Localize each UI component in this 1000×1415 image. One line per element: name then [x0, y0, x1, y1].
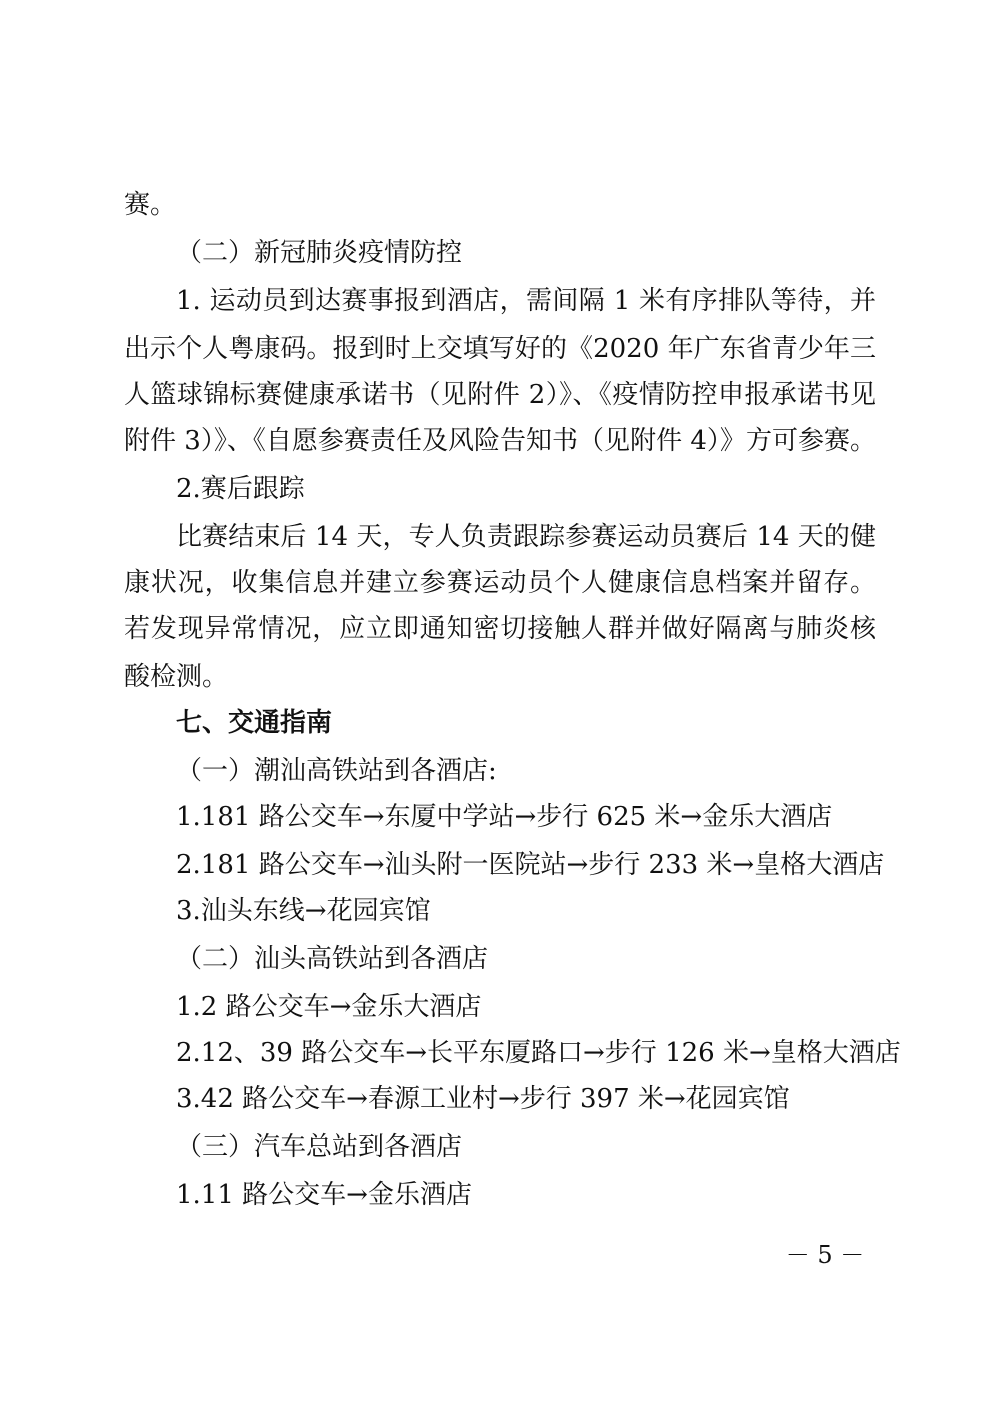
paragraph-line: 人篮球锦标赛健康承诺书（见附件 2）》、《疫情防控申报承诺书见	[124, 380, 876, 410]
paragraph-line: 赛。	[124, 190, 177, 220]
paragraph-line: 附件 3）》、《自愿参赛责任及风险告知书（见附件 4）》方可参赛。	[124, 426, 876, 456]
route-line: 3.42 路公交车→春源工业村→步行 397 米→花园宾馆	[176, 1084, 790, 1114]
section-heading: （二）新冠肺炎疫情防控	[176, 238, 463, 268]
paragraph-line: 酸检测。	[124, 662, 229, 692]
subsection-heading: 2.赛后跟踪	[176, 474, 305, 504]
section-heading: （一）潮汕高铁站到各酒店:	[176, 756, 497, 786]
route-line: 2.12、39 路公交车→长平东厦路口→步行 126 米→皇格大酒店	[176, 1038, 901, 1068]
route-line: 1.181 路公交车→东厦中学站→步行 625 米→金乐大酒店	[176, 802, 833, 832]
paragraph-line: 出示个人粤康码。报到时上交填写好的《2020 年广东省青少年三	[124, 334, 876, 364]
route-line: 2.181 路公交车→汕头附一医院站→步行 233 米→皇格大酒店	[176, 850, 885, 880]
paragraph-line: 康状况，收集信息并建立参赛运动员个人健康信息档案并留存。	[124, 568, 876, 598]
paragraph-line: 1. 运动员到达赛事报到酒店，需间隔 1 米有序排队等待，并	[176, 286, 876, 316]
section-heading: （三）汽车总站到各酒店	[176, 1132, 463, 1162]
section-heading: （二）汕头高铁站到各酒店	[176, 944, 489, 974]
paragraph-line: 若发现异常情况，应立即通知密切接触人群并做好隔离与肺炎核	[124, 614, 876, 644]
page-number: － 5 －	[785, 1241, 865, 1269]
paragraph-line: 比赛结束后 14 天，专人负责跟踪参赛运动员赛后 14 天的健	[176, 522, 876, 552]
route-line: 1.11 路公交车→金乐酒店	[176, 1180, 472, 1210]
chapter-heading: 七、交通指南	[176, 708, 333, 738]
route-line: 3.汕头东线→花园宾馆	[176, 896, 431, 926]
route-line: 1.2 路公交车→金乐大酒店	[176, 992, 482, 1022]
